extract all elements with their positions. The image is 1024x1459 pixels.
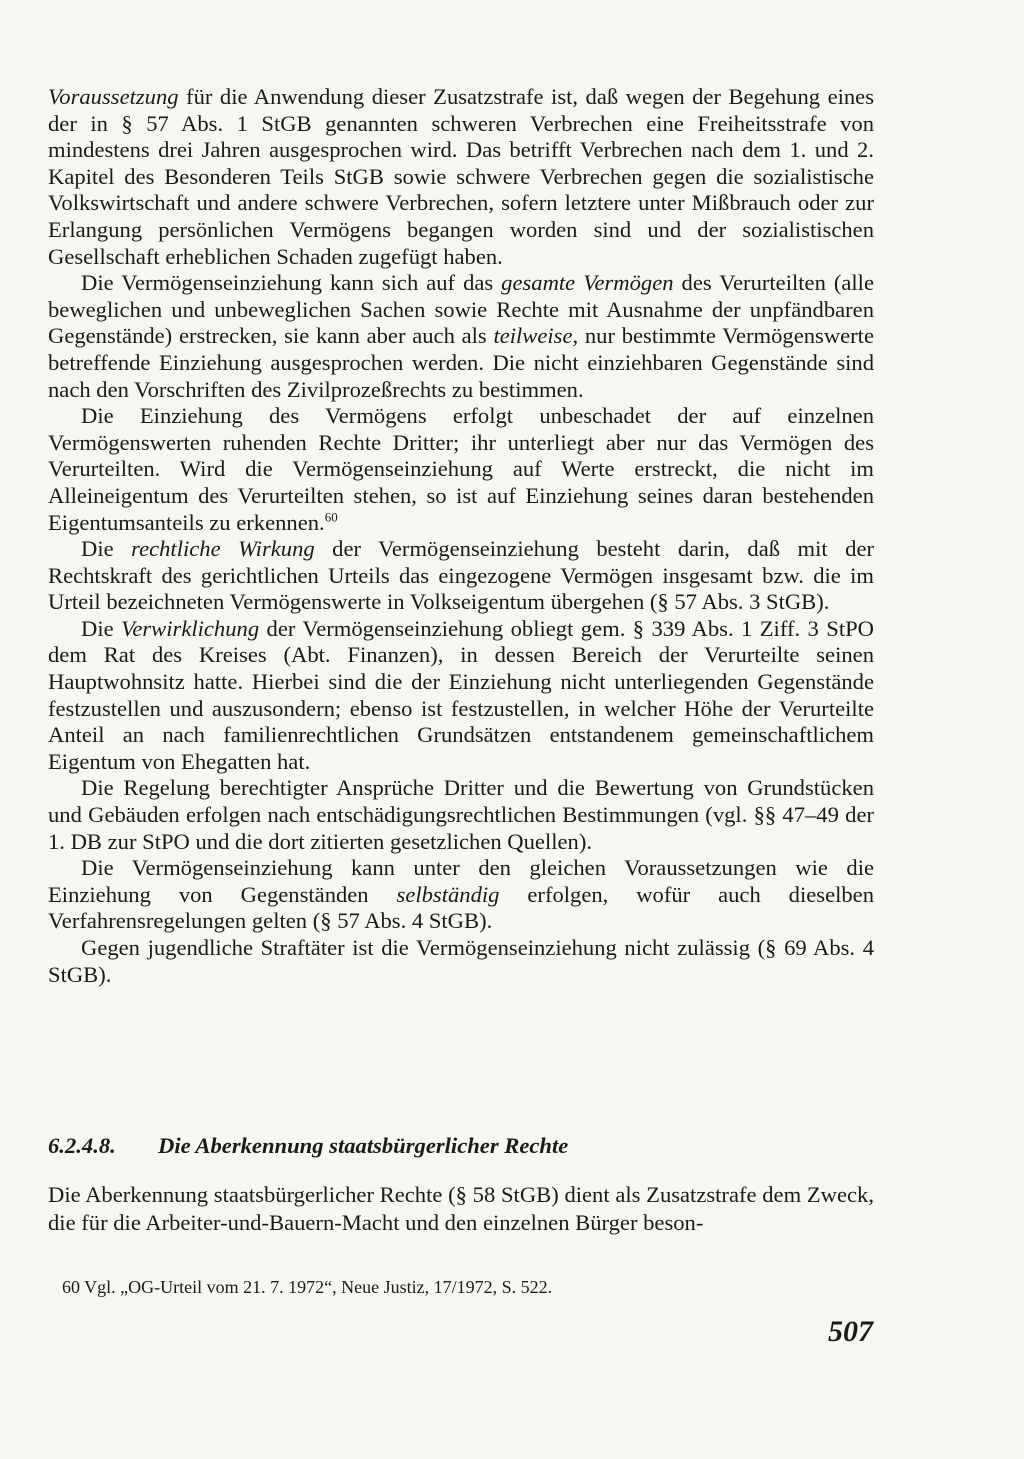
- emphasized-term: gesamte Vermögen: [501, 270, 674, 296]
- footnote-60: 60 Vgl. „OG-Urteil vom 21. 7. 1972“, Neue Justiz, 17/1972, S. 522.: [62, 1277, 553, 1297]
- paragraph: [48, 616, 874, 776]
- section-intro-paragraph: Die Aberkennung staatsbürgerlicher Rechte (§ 58 StGB) dient als Zusatzstrafe dem Zweck, die für die Arbeiter-und-Bauern-Macht und den einzelnen Bürger beson-: [48, 1182, 874, 1235]
- text-run: der Vermögenseinziehung obliegt gem. § 339 Abs. 1 Ziff. 3 StPO dem Rat des Kreises (Abt. Finanzen), in dessen Bereich der Verurteilte seinen Hauptwohnsitz hatte. Hierbei sind die der Einziehung nicht unterliegenden Gegenstände festzustellen und auszusondern; ebenso ist festzustellen, in welcher Höhe der Verurteilte Anteil an nach familienrechtlichen Grundsätzen entstandenem gemeinschaftlichem Eigentum von Ehegatten hat.: [48, 615, 874, 774]
- emphasized-term: Verwirklichung: [121, 615, 260, 641]
- page-number: 507: [828, 1315, 873, 1348]
- section-number: 6.2.4.8.: [48, 1133, 116, 1158]
- text-run: Die Einziehung des Vermögens erfolgt unbeschadet der auf einzelnen Vermögenswerten ruhenden Rechte Dritter; ihr unterliegt aber nur das Vermögen des Verurteilten. Wird die Vermögenseinziehung auf Werte erstreckt, die nicht im Alleineigentum des Verurteilten stehen, so ist auf Einziehung seines daran bestehenden Eigentumsanteils zu erkennen.: [48, 403, 874, 535]
- text-run: erfolgen, wofür auch dieselben Verfahrensregelungen gelten (§ 57 Abs. 4 StGB).: [48, 881, 874, 934]
- paragraph: [48, 84, 874, 270]
- text-run: Die: [81, 536, 132, 562]
- section-heading: [48, 1133, 874, 1159]
- footnote-reference: 60: [324, 508, 338, 524]
- emphasized-term: selbständig: [396, 881, 500, 907]
- text-run: des Verurteilten (alle beweglichen und unbeweglichen Sachen sowie Rechte mit Ausnahme der unpfändbaren Gegenstände) erstrecken, sie kann aber auch als: [48, 270, 874, 349]
- text-run: Gegen jugendliche Straftäter ist die Vermögenseinziehung nicht zulässig (§ 69 Abs. 4 StGB).: [48, 935, 874, 987]
- text-run: für die Anwendung dieser Zusatzstrafe ist, daß wegen der Begehung eines der in § 57 Abs. 1 StGB genannten schweren Verbrechen eine Freiheitsstrafe von mindestens drei Jahren ausgesprochen wird. Das betrifft Verbrechen nach dem 1. und 2. Kapitel des Besonderen Teils StGB sowie schwere Verbrechen gegen die sozialistische Volkswirtschaft und andere schwere Verbrechen, sofern letztere unter Mißbrauch oder zur Erlangung persönlichen Vermögens begangen worden sind und der sozialistischen Gesellschaft erheblichen Schaden zugefügt haben.: [48, 84, 874, 269]
- paragraph: [48, 775, 874, 855]
- text-run: Die: [81, 615, 122, 641]
- text-run: der Vermögenseinziehung besteht darin, daß mit der Rechtskraft des gerichtlichen Urteils das eingezogene Vermögen insgesamt bzw. die im Urteil bezeichneten Vermögenswerte in Volkseigentum übergehen (§ 57 Abs. 3 StGB).: [48, 536, 874, 615]
- text-run: Die Regelung berechtigter Ansprüche Dritter und die Bewertung von Grundstücken und Gebäuden erfolgen nach entschädigungsrechtlichen Bestimmungen (vgl. §§ 47–49 der 1. DB zur StPO und die dort zitierten gesetzlichen Quellen).: [48, 775, 874, 854]
- paragraph: [48, 536, 874, 616]
- emphasized-term: rechtliche Wirkung: [131, 536, 315, 562]
- emphasized-term: Voraussetzung: [48, 84, 179, 109]
- body-text: [48, 84, 874, 988]
- paragraph: [48, 935, 874, 988]
- section-title: Die Aberkennung staatsbürgerlicher Rechte: [158, 1133, 569, 1158]
- paragraph: [48, 855, 874, 935]
- paragraph: [48, 403, 874, 536]
- text-run: Die Vermögenseinziehung kann sich auf das: [81, 270, 502, 296]
- emphasized-term: teilweise: [493, 323, 573, 349]
- text-run: , nur bestimmte Vermögenswerte betreffende Einziehung ausgesprochen werden. Die nicht einziehbaren Gegenstände sind nach den Vorschriften des Zivilprozeßrechts zu bestimmen.: [48, 323, 874, 402]
- paragraph: [48, 270, 874, 403]
- text-run: Die Vermögenseinziehung kann unter den gleichen Voraussetzungen wie die Einziehung von Gegenständen: [48, 855, 874, 907]
